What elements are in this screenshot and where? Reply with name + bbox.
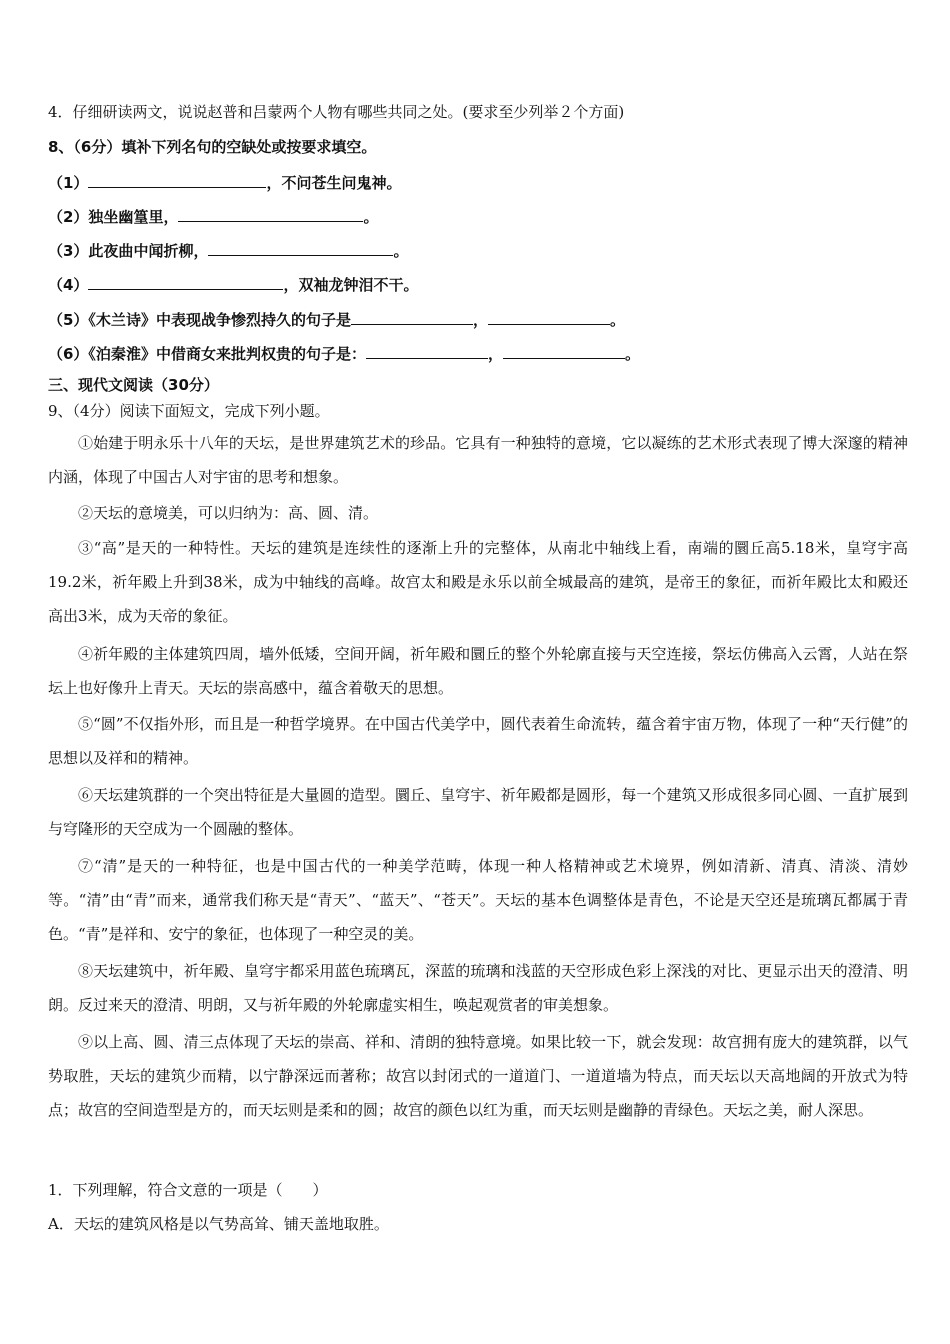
passage-paragraph-8: ⑧天坛建筑中，祈年殿、皇穹宇都采用蓝色琉璃瓦，深蓝的琉璃和浅蓝的天空形成色彩上深浅的对比、更显示出天的澄清、明朗。反过来天的澄清、明朗，又与祈年殿的外轮廓虚实相生，唤起观赏者的审美想象。 [48, 962, 908, 1014]
passage-paragraph-7: ⑦“清”是天的一种特征，也是中国古代的一种美学范畴，体现一种人格精神或艺术境界，例如清新、清真、清淡、清妙等。“清”由“青”而来，通常我们称天是“青天”、“蓝天”、“苍天”。天坛的基本色调整体是青色，不论是天空还是琉璃瓦都属于青色。“青”是祥和、安宁的象征，也体现了一种空灵的美。 [48, 857, 908, 943]
fill-item-mid: ， [472, 311, 488, 329]
question-9-intro: 9、（4分）阅读下面短文，完成下列小题。 [48, 402, 330, 420]
answer-blank[interactable] [366, 343, 488, 359]
answer-blank[interactable] [351, 309, 473, 325]
question-8-title: 8、（6分）填补下列名句的空缺处或按要求填空。 [48, 138, 377, 156]
fill-item-prefix: （6）《泊秦淮》中借商女来批判权贵的句子是： [48, 345, 366, 363]
fill-item-suffix: ，双袖龙钟泪不干。 [283, 276, 419, 294]
fill-item-suffix: 。 [393, 242, 409, 260]
answer-blank[interactable] [88, 274, 283, 290]
question-4: 4．仔细研读两文，说说赵普和吕蒙两个人物有哪些共同之处。(要求至少列举２个方面) [48, 103, 625, 121]
fill-item-1 [48, 172, 401, 193]
fill-item-3 [48, 240, 408, 261]
passage-paragraph-4: ④祈年殿的主体建筑四周，墙外低矮，空间开阔，祈年殿和圜丘的整个外轮廓直接与天空连接，祭坛仿佛高入云霄，人站在祭坛上也好像升上青天。天坛的崇高感中，蕴含着敬天的思想。 [48, 645, 908, 697]
sub-question-1: 1．下列理解，符合文意的一项是（ ） [48, 1181, 328, 1199]
fill-item-prefix: （1） [48, 174, 89, 192]
fill-item-prefix: （4） [48, 276, 89, 294]
fill-item-4 [48, 274, 418, 295]
fill-item-prefix: （2）独坐幽篁里， [48, 208, 179, 226]
answer-blank[interactable] [488, 309, 610, 325]
fill-item-6 [48, 343, 640, 364]
passage-paragraph-6: ⑥天坛建筑群的一个突出特征是大量圆的造型。圜丘、皇穹宇、祈年殿都是圆形，每一个建筑又形成很多同心圆、一直扩展到与穹隆形的天空成为一个圆融的整体。 [48, 786, 908, 838]
answer-blank[interactable] [88, 172, 266, 188]
fill-item-suffix: ，不问苍生问鬼神。 [266, 174, 402, 192]
answer-blank[interactable] [178, 206, 363, 222]
fill-item-5 [48, 309, 625, 330]
option-a[interactable]: A．天坛的建筑风格是以气势高耸、铺天盖地取胜。 [48, 1215, 389, 1233]
fill-item-prefix: （5）《木兰诗》中表现战争惨烈持久的句子是 [48, 311, 351, 329]
fill-item-suffix: 。 [609, 311, 625, 329]
passage-paragraph-9: ⑨以上高、圆、清三点体现了天坛的崇高、祥和、清朗的独特意境。如果比较一下，就会发现：故宫拥有庞大的建筑群，以气势取胜，天坛的建筑少而精，以宁静深远而著称；故宫以封闭式的一道道门、一道道墙为特点，而天坛以天高地阔的开放式为特点；故宫的空间造型是方的，而天坛则是柔和的圆；故宫的颜色以红为重，而天坛则是幽静的青绿色。天坛之美，耐人深思。 [48, 1033, 908, 1119]
fill-item-suffix: 。 [363, 208, 379, 226]
answer-blank[interactable] [208, 240, 393, 256]
fill-item-2 [48, 206, 378, 227]
answer-blank[interactable] [503, 343, 625, 359]
passage-paragraph-1: ①始建于明永乐十八年的天坛，是世界建筑艺术的珍品。它具有一种独特的意境，它以凝练的艺术形式表现了博大深邃的精神内涵，体现了中国古人对宇宙的思考和想象。 [48, 434, 908, 486]
passage-paragraph-3: ③“高”是天的一种特性。天坛的建筑是连续性的逐渐上升的完整体，从南北中轴线上看，南端的圜丘高5.18米，皇穹宇高19.2米，祈年殿上升到38米，成为中轴线的高峰。故宫太和殿是永乐以前全城最高的建筑，是帝王的象征，而祈年殿比太和殿还高出3米，成为天帝的象征。 [48, 539, 908, 625]
fill-item-mid: ， [487, 345, 503, 363]
fill-item-prefix: （3）此夜曲中闻折柳， [48, 242, 209, 260]
fill-item-suffix: 。 [624, 345, 640, 363]
passage-paragraph-5: ⑤“圆”不仅指外形，而且是一种哲学境界。在中国古代美学中，圆代表着生命流转，蕴含着宇宙万物，体现了一种“天行健”的思想以及祥和的精神。 [48, 715, 908, 767]
section-heading: 三、现代文阅读（30分） [48, 376, 219, 394]
passage-paragraph-2: ②天坛的意境美，可以归纳为：高、圆、清。 [78, 504, 379, 522]
